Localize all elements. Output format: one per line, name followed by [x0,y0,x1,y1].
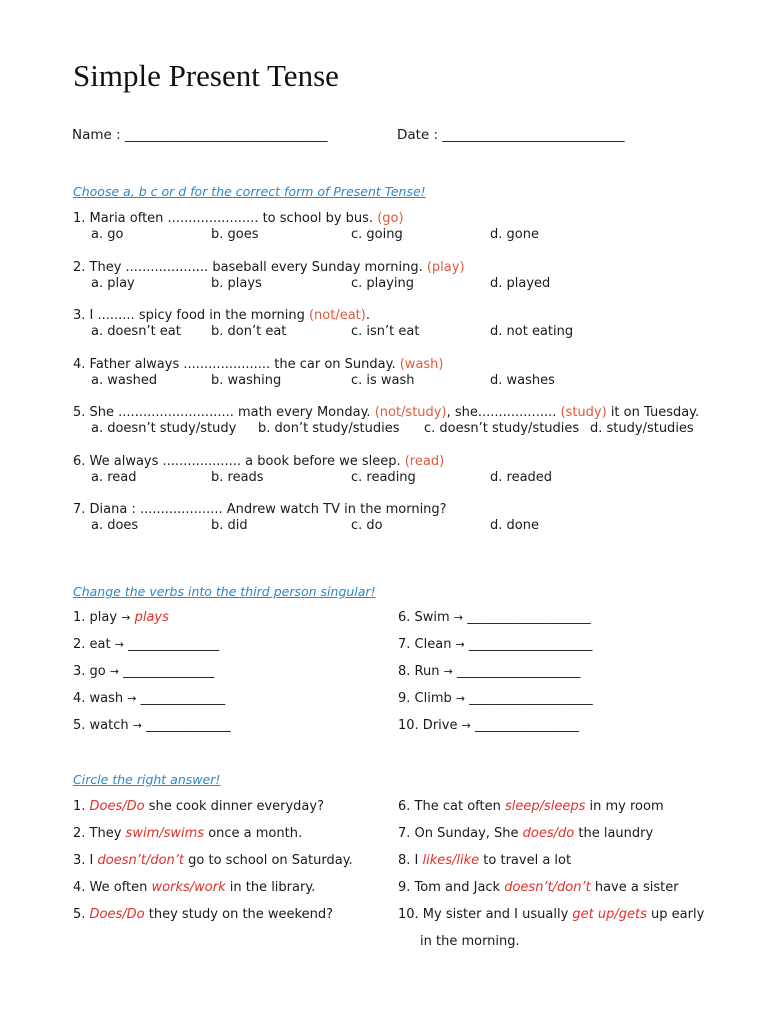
verb-hint: (go) [377,211,404,226]
verb-hint: (not/eat) [308,308,366,323]
circle-item [398,799,664,814]
arrow-icon: → [121,611,131,624]
answer-option[interactable]: c. do [351,518,383,533]
arrow-icon: → [455,692,466,705]
question-1 [73,211,404,226]
answer-blank[interactable]: _____________ [146,718,231,733]
example-answer: plays [134,610,169,625]
answer-option[interactable]: b. reads [211,470,264,485]
answer-option[interactable]: d. played [490,276,551,291]
sentence-text: to travel a lot [479,853,572,868]
verb-number: 2. eat [73,637,115,652]
arrow-icon: → [114,638,124,651]
name-line [72,127,327,143]
verb-number: 4. wash [73,691,128,706]
circle-item [73,907,333,922]
question-text: it on Tuesday. [606,405,700,420]
sentence-continuation: in the morning. [420,934,520,949]
question-text: 7. Diana : .................... Andrew watch TV in the morning? [73,502,447,517]
circle-item [73,799,324,814]
name-label: Name : [72,127,125,143]
answer-option[interactable]: b. did [211,518,248,533]
verb-number: 8. Run [398,664,444,679]
answer-blank[interactable]: ___________________ [468,637,593,652]
answer-option[interactable]: c. going [351,227,403,242]
answer-option[interactable]: d. readed [490,470,553,485]
verb-number: 10. Drive [398,718,462,733]
arrow-icon: → [443,665,453,678]
sentence-text: 9. Tom and Jack [398,880,505,895]
answer-choice[interactable]: sleep/sleeps [504,799,586,814]
verb-number: 5. watch [73,718,133,733]
question-text: 4. Father always ..................... the car on Sunday. [73,357,400,372]
circle-item [73,826,302,841]
question-text: . [365,308,370,323]
verb-hint: (wash) [399,357,444,372]
answer-blank[interactable]: ________________ [474,718,579,733]
verb-item [73,691,225,706]
answer-choice[interactable]: get up/gets [572,907,647,922]
sentence-text: have a sister [590,880,679,895]
answer-option[interactable]: b. goes [211,227,259,242]
verb-hint: (read) [404,454,445,469]
answer-option[interactable]: c. isn’t eat [351,324,420,339]
verb-item [73,610,169,625]
sentence-text: 1. [73,799,90,814]
circle-item [398,853,571,868]
answer-option[interactable]: d. done [490,518,539,533]
circle-item [398,880,679,895]
verb-item [73,664,214,679]
sentence-text: in my room [585,799,664,814]
answer-choice[interactable]: works/work [151,880,226,895]
answer-option[interactable]: c. reading [351,470,416,485]
answer-option[interactable]: c. is wash [351,373,415,388]
question-text: 3. I ......... spicy food in the morning [73,308,309,323]
question-text: 1. Maria often ...................... to school by bus. [73,211,378,226]
verb-number: 3. go [73,664,110,679]
page-title: Simple Present Tense [73,58,339,93]
answer-option[interactable]: a. does [91,518,139,533]
verb-item [73,637,219,652]
answer-option[interactable]: d. not eating [490,324,574,339]
answer-option[interactable]: c. playing [351,276,415,291]
question-text: 6. We always ................... a book before we sleep. [73,454,405,469]
answer-option[interactable]: a. read [91,470,137,485]
circle-item [398,907,704,922]
answer-option[interactable]: d. washes [490,373,555,388]
verb-item [398,664,580,679]
answer-choice[interactable]: doesn’t/don’t [504,880,591,895]
answer-option[interactable]: a. play [91,276,135,291]
verb-number: 6. Swim [398,610,454,625]
verb-item [398,637,592,652]
sentence-text: she cook dinner everyday? [144,799,324,814]
section3-instruction: Circle the right answer! [73,772,221,787]
name-blank[interactable]: ______________________________ [124,127,328,143]
sentence-text: once a month. [204,826,303,841]
verb-number: 9. Climb [398,691,456,706]
verb-item [398,691,593,706]
arrow-icon: → [109,665,120,678]
sentence-text: 4. We often [73,880,152,895]
question-3 [73,308,370,323]
answer-option[interactable]: d. study/studies [590,421,694,436]
sentence-text: in the library. [225,880,316,895]
sentence-text: 3. I [73,853,98,868]
arrow-icon: → [132,719,142,732]
verb-number: 1. play [73,610,122,625]
answer-choice[interactable]: doesn’t/don’t [97,853,185,868]
answer-choice[interactable]: swim/swims [125,826,205,841]
date-blank[interactable]: ___________________________ [442,127,625,143]
section1-instruction: Choose a, b c or d for the correct form of Present Tense! [73,184,426,199]
answer-choice[interactable]: Does/Do [89,907,145,922]
answer-choice[interactable]: likes/like [422,853,480,868]
date-label: Date : [397,127,443,143]
answer-option[interactable]: b. plays [211,276,262,291]
answer-blank[interactable]: ___________________ [469,691,593,706]
question-5 [73,405,699,420]
answer-blank[interactable]: ______________ [123,664,215,679]
sentence-text: 8. I [398,853,423,868]
answer-option[interactable]: c. doesn’t study/studies [424,421,580,436]
answer-option[interactable]: b. washing [211,373,282,388]
verb-number: 7. Clean [398,637,456,652]
answer-option[interactable]: a. washed [91,373,158,388]
question-7 [73,502,447,517]
sentence-text: 2. They [73,826,126,841]
sentence-text: they study on the weekend? [144,907,333,922]
verb-item [398,610,591,625]
answer-blank[interactable]: ______________ [128,637,220,652]
sentence-text: the laundry [574,826,654,841]
arrow-icon: → [461,719,471,732]
answer-choice[interactable]: Does/Do [89,799,145,814]
answer-blank[interactable]: ___________________ [467,610,591,625]
sentence-text: 10. My sister and I usually [398,907,573,922]
circle-item [398,826,653,841]
answer-blank[interactable]: ___________________ [456,664,581,679]
verb-item [73,718,231,733]
question-4 [73,357,444,372]
answer-blank[interactable]: _____________ [140,691,226,706]
date-line [397,127,625,143]
answer-option[interactable]: a. doesn’t study/study [91,421,237,436]
verb-hint: (not/study) [374,405,447,420]
answer-option[interactable]: d. gone [490,227,539,242]
question-text: 2. They .................... baseball every Sunday morning. [73,260,427,275]
arrow-icon: → [455,638,465,651]
verb-hint: (study) [560,405,607,420]
section2-instruction: Change the verbs into the third person singular! [73,584,376,599]
answer-choice[interactable]: does/do [522,826,575,841]
sentence-text: go to school on Saturday. [184,853,353,868]
circle-item [73,880,315,895]
answer-option[interactable]: b. don’t study/studies [258,421,400,436]
arrow-icon: → [127,692,137,705]
question-6 [73,454,444,469]
sentence-text: 7. On Sunday, She [398,826,523,841]
answer-option[interactable]: a. doesn’t eat [91,324,181,339]
question-text: 5. She ............................ math every Monday. [73,405,375,420]
verb-item [398,718,579,733]
sentence-text: 6. The cat often [398,799,505,814]
answer-option[interactable]: a. go [91,227,124,242]
answer-option[interactable]: b. don’t eat [211,324,287,339]
verb-hint: (play) [426,260,465,275]
arrow-icon: → [453,611,464,624]
circle-item [73,853,353,868]
question-2 [73,260,465,275]
sentence-text: up early [646,907,705,922]
question-text: , she................... [446,405,561,420]
sentence-text: 5. [73,907,90,922]
